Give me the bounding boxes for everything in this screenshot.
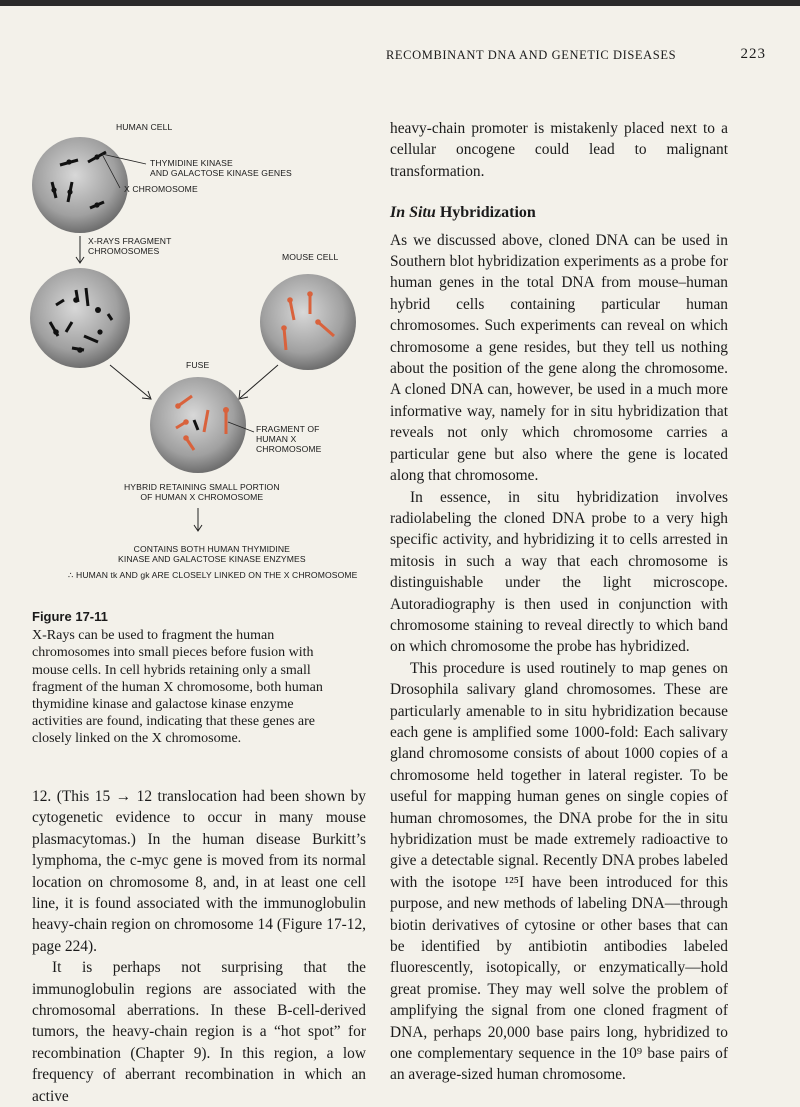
fragmented-human-cell	[30, 268, 130, 368]
section-heading	[390, 202, 728, 223]
label-xrays: X-RAYS FRAGMENT CHROMOSOMES	[88, 236, 172, 256]
label-mouse-cell: MOUSE CELL	[282, 252, 339, 262]
hybrid-cell	[150, 377, 246, 473]
figure-caption-text: X-Rays can be used to fragment the human chromosomes into small pieces before fusion with mouse cells. In cell hybrids retaining only a small fragment of the human X chromosome, both human thymidine kinase and galactose kinase enzyme activities are found, indicating that these genes are closely linked on the X chromosome.	[32, 628, 323, 747]
left-column	[32, 786, 366, 1107]
left-paragraph-2: It is perhaps not surprising that the immunoglobulin regions are associated with the chromosomal aberrations. In these B-cell-derived tumors, the heavy-chain region is a “hot spot” for recombination (Chapter 9). In this region, a low frequency of aberrant recombination in which an active	[32, 959, 366, 1105]
figure-illustration	[28, 110, 368, 600]
label-fuse: FUSE	[186, 360, 210, 370]
running-head-title: RECOMBINANT DNA AND GENETIC DISEASES	[386, 48, 677, 62]
figure-caption	[32, 608, 332, 748]
right-paragraph-0: heavy-chain promoter is mistakenly placed next to a cellular oncogene could lead to malignant transformation.	[390, 120, 728, 180]
figure-caption-title: Figure 17-11	[32, 609, 108, 624]
right-paragraph-2: In essence, in situ hybridization involves radiolabeling the cloned DNA probe to a very high specific activity, and hybridizing it to cells arrested in mitosis in such a way that each chromosome is distinguishable under the light microscope. Autoradiography is then used in conjunction with chromosome staining to reveal directly to which band on which chromosome the probe has hybridized.	[390, 488, 728, 656]
label-conclusion: ∴ HUMAN tk AND gk ARE CLOSELY LINKED ON THE X CHROMOSOME	[68, 570, 358, 580]
page-top-edge	[0, 0, 800, 6]
section-heading-italic: In Situ	[390, 204, 436, 222]
label-x-chromosome: X CHROMOSOME	[124, 184, 198, 194]
label-contains: CONTAINS BOTH HUMAN THYMIDINE KINASE AND GALACTOSE KINASE ENZYMES	[118, 544, 306, 564]
right-paragraph-3: This procedure is used routinely to map genes on Drosophila salivary gland chromosomes. These are particularly amenable to in situ hybridization because each gene is amplified some 1000-fold: Each salivary gland chromosome consists of about 1000 copies of a chromosome held together in lateral register. To be useful for mapping human genes on single copies of human chromosomes, the DNA probe for the in situ hybridization must be made extremely radioactive to give a detectable signal. Recently DNA probes labeled with the isotope ¹²⁵I have been introduced for this purpose, and new methods of labeling DNA—through biotin derivatives of cytosine or other bases that can be identified by antibiotin antibodies labeled fluorescently, isotopically, or enzymatically—hold great promise. They may well solve the problem of amplifying the signal from one cloned fragment of DNA, perhaps 20,000 base pairs long, hybridized to one complementary sequence in the 10⁹ base pairs of an average-sized human chromosome.	[390, 659, 728, 1084]
human-cell	[32, 137, 128, 233]
section-heading-rest: Hybridization	[435, 204, 536, 222]
label-fragment: FRAGMENT OF HUMAN X CHROMOSOME	[256, 424, 322, 454]
right-column	[390, 118, 728, 1086]
mouse-cell	[260, 274, 356, 370]
left-paragraph-1: 12. (This 15 → 12 translocation had been shown by cytogenetic evidence to occur in many mouse plasmacytomas.) In the human disease Burkitt’s lymphoma, the c-myc gene is moved from its normal location on chromosome 8, and, in at least one cell line, it is found associated with the immunoglobulin heavy-chain region on chromosome 14 (Figure 17-12, page 224).	[32, 788, 366, 955]
right-paragraph-1: As we discussed above, cloned DNA can be used in Southern blot hybridization experiments as a probe for human genes in the total DNA from mouse–human hybrid cells containing particular human chromosomes. Such experiments can reveal on which chromosome a gene resides, but they tell us nothing about the position of the gene along the chromosome. A cloned DNA can, however, be used in a much more informative way, namely for in situ hybridization that reveals not only which chromosome carries a particular gene but also where the gene is located along that chromosome.	[390, 231, 728, 485]
label-human-cell: HUMAN CELL	[116, 122, 173, 132]
page-number: 223	[740, 46, 766, 62]
label-hybrid: HYBRID RETAINING SMALL PORTION OF HUMAN X CHROMOSOME	[124, 482, 280, 502]
label-genes: THYMIDINE KINASE AND GALACTOSE KINASE GENES	[150, 158, 292, 178]
figure-17-11	[28, 110, 368, 600]
